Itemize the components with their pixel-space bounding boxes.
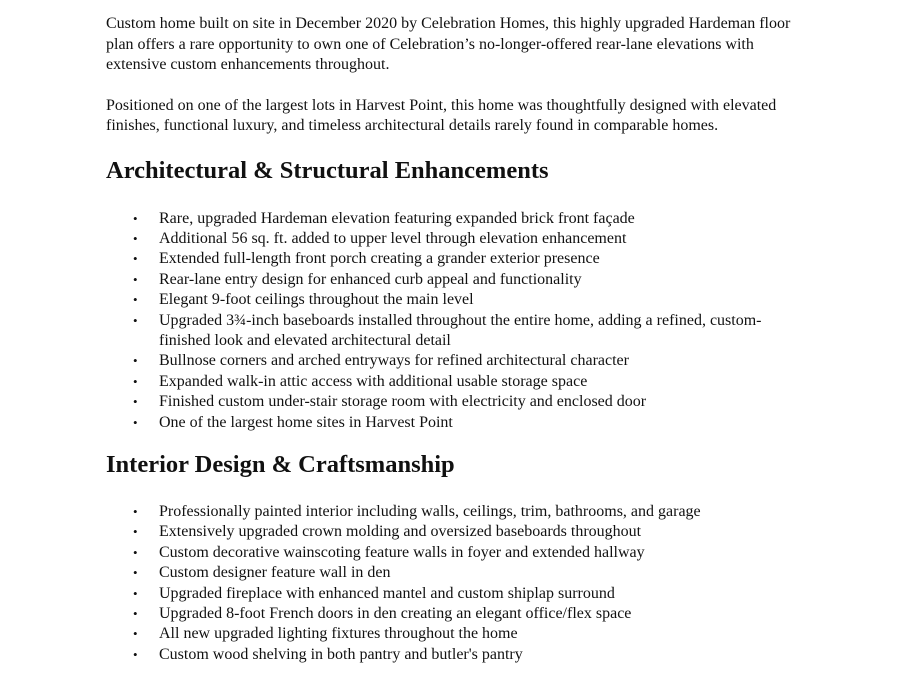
list-item-text: Custom designer feature wall in den bbox=[159, 564, 391, 582]
list-item bbox=[106, 392, 806, 412]
list-item bbox=[106, 372, 806, 392]
bullet-icon: • bbox=[133, 565, 138, 581]
list-item-text: Upgraded fireplace with enhanced mantel and custom shiplap surround bbox=[159, 584, 615, 602]
bullet-icon: • bbox=[133, 585, 138, 601]
intro-paragraph: Positioned on one of the largest lots in Harvest Point, this home was thoughtfully designed with elevated finishes, functional luxury, and timeless architectural details rarely found in comparable homes. bbox=[106, 96, 777, 134]
list-item bbox=[106, 351, 806, 371]
list-item-text: Elegant 9-foot ceilings throughout the main level bbox=[159, 291, 474, 309]
bullet-icon: • bbox=[133, 414, 138, 430]
section-heading-architectural: Architectural & Structural Enhancements bbox=[106, 156, 549, 184]
list-item bbox=[106, 563, 806, 583]
list-item-text: Custom wood shelving in both pantry and butler's pantry bbox=[159, 645, 523, 663]
list-item bbox=[106, 413, 806, 433]
architectural-enhancements-list bbox=[106, 209, 806, 433]
list-item bbox=[106, 584, 806, 604]
list-item bbox=[106, 229, 806, 249]
bullet-icon: • bbox=[133, 606, 138, 621]
bullet-icon: • bbox=[133, 271, 138, 287]
bullet-icon: • bbox=[133, 353, 138, 369]
list-item bbox=[106, 604, 806, 624]
list-item-text: Upgraded 3¾-inch baseboards installed throughout the entire home, adding a refined, custom-finished look and elevated architectural detail bbox=[159, 311, 762, 349]
list-item-text: Finished custom under-stair storage room with electricity and enclosed door bbox=[159, 393, 647, 411]
bullet-icon: • bbox=[133, 373, 138, 389]
bullet-icon: • bbox=[133, 394, 138, 410]
list-item-text: Professionally painted interior including walls, ceilings, trim, bathrooms, and garage bbox=[159, 502, 701, 520]
list-item-text: Bullnose corners and arched entryways for refined architectural character bbox=[159, 352, 629, 370]
list-item-text: Additional 56 sq. ft. added to upper level through elevation enhancement bbox=[159, 229, 627, 247]
list-item-text: Expanded walk-in attic access with additional usable storage space bbox=[159, 372, 588, 390]
list-item bbox=[106, 502, 806, 522]
list-item bbox=[106, 522, 806, 542]
list-item-text: Rare, upgraded Hardeman elevation featuring expanded brick front façade bbox=[159, 209, 635, 227]
list-item bbox=[106, 645, 806, 665]
list-item bbox=[106, 543, 806, 563]
list-item-text: Custom decorative wainscoting feature walls in foyer and extended hallway bbox=[159, 543, 645, 561]
list-item-text: Rear-lane entry design for enhanced curb appeal and functionality bbox=[159, 270, 582, 288]
list-item-text: Upgraded 8-foot French doors in den creating an elegant office/flex space bbox=[159, 605, 632, 622]
list-item bbox=[106, 249, 806, 269]
list-item bbox=[106, 270, 806, 290]
intro-paragraph: Custom home built on site in December 2020 by Celebration Homes, this highly upgraded Hardeman floor plan offers a rare opportunity to own one of Celebration’s no-longer-offered rear-lane elevations with extensive custom enhancements throughout. bbox=[106, 15, 791, 73]
bullet-icon: • bbox=[133, 292, 138, 308]
list-item-text: Extended full-length front porch creating a grander exterior presence bbox=[159, 250, 600, 268]
list-item bbox=[106, 311, 806, 352]
bullet-icon: • bbox=[133, 646, 138, 662]
bullet-icon: • bbox=[133, 230, 138, 246]
list-item-text: Extensively upgraded crown molding and oversized baseboards throughout bbox=[159, 523, 642, 541]
list-item bbox=[106, 624, 806, 644]
list-item-text: All new upgraded lighting fixtures throughout the home bbox=[159, 625, 518, 643]
section-heading-interior: Interior Design & Craftsmanship bbox=[106, 450, 455, 478]
list-item-text: One of the largest home sites in Harvest Point bbox=[159, 413, 453, 431]
list-item bbox=[106, 290, 806, 310]
interior-design-list bbox=[106, 502, 806, 665]
bullet-icon: • bbox=[133, 626, 138, 642]
list-item bbox=[106, 209, 806, 229]
bullet-icon: • bbox=[133, 312, 138, 328]
bullet-icon: • bbox=[133, 524, 138, 540]
bullet-icon: • bbox=[133, 503, 138, 519]
bullet-icon: • bbox=[133, 210, 138, 226]
bullet-icon: • bbox=[133, 251, 138, 267]
bullet-icon: • bbox=[133, 544, 138, 560]
document-page bbox=[106, 14, 806, 665]
